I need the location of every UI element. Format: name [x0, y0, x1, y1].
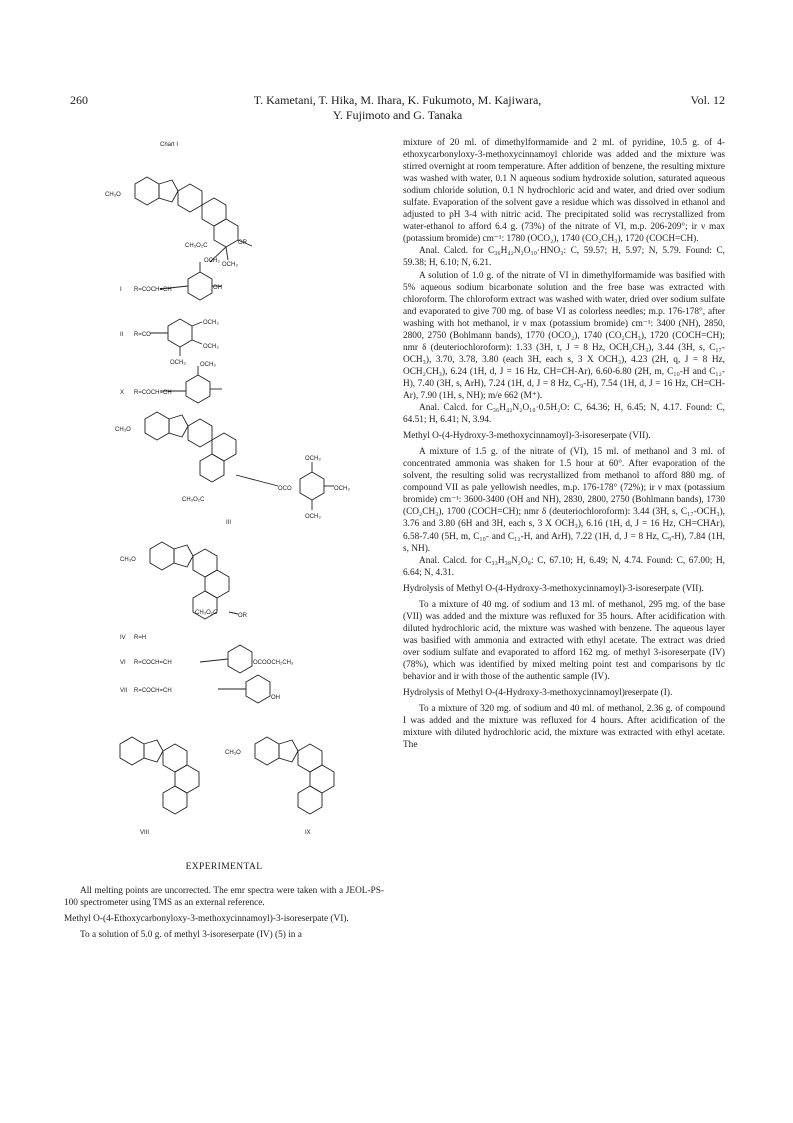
label-ch3o-mid: CH₃O	[120, 557, 136, 563]
paragraph-vi-base: A solution of 1.0 g. of the nitrate of VI in dimethylformamide was basified with 5% aqueous sodium bicarbonate solution and the free base was extracted with chloroform. The chloroform extract was washed with water, dried over sodium sulfate and evaporated to give 700 mg. of base VI as colorless needles; m.p. 176-178°, after washing with hot methanol, ir ν max (potassium bromide) cm⁻¹: 3400 (NH), 2850, 2800, 2750 (Bohlmann bands), 1770 (OCO₂), 1740 (CO₂CH₃), 1720 (COCH=CH); nmr δ (deuteriochloroform): 1.33 (3H, t, J = 8 Hz, OCH₂CH₃), 3.44 (3H, s, C₁₇-OCH₃), 3.70, 3.78, 3.80 (each 3H, each s, 3 X OCH₃), 4.23 (2H, q, J = 8 Hz, OCH₂CH₃), 6.24 (1H, d, J = 16 Hz, CH=CH-Ar), 6.60-6.80 (2H, m, C₁₀-H and C₁₂-H), 7.40 (3H, s, ArH), 7.24 (1H, d, J = 8 Hz, C₉-H), 7.54 (1H, d, J = 16 Hz, CH=CH-Ar), 7.90 (1H, s, NH); m/e 662 (M⁺).	[403, 270, 725, 401]
structure-top-ring-a	[135, 177, 159, 205]
structure-mid-ring-b	[174, 545, 193, 567]
label-iii-och3-a: OCH₃	[305, 456, 321, 462]
label-ii-och3-a: OCH₃	[203, 320, 219, 326]
paragraph-hydrolysis-i: To a mixture of 320 mg. of sodium and 40 ml. of methanol, 2.36 g. of compound I was added and the mixture was refluxed for 4 hours. After acidification of the mixture with diluted hydrochloric acid, the mixture was extracted with ethyl acetate. The	[403, 704, 725, 751]
label-ii: II	[120, 332, 124, 338]
structure-iii-ring-c	[188, 419, 212, 447]
structure-ix-ring-c	[298, 744, 322, 772]
paragraph-vi-procedure: mixture of 20 ml. of dimethylformamide and 2 ml. of pyridine, 10.5 g. of 4-ethoxycarbonyloxy-3-methoxycinnamoyl chloride was added and the mixture was stirred overnight at room temperature. After addition of benzene, the resulting mixture was washed with water, 0.1 N aqueous sodium hydroxide solution, saturated aqueous sodium chloride solution, 0.1 N hydrochloric acid and water, and dried over sodium sulfate. Evaporation of the solvent gave a residue which was dissolved in ethanol and adjusted to pH 3-4 with nitric acid. The precipitated solid was recrystallized from water-ethanol to afford 6.4 g. (73%) of the nitrate of VI, m.p. 206-209°; ir ν max (potassium bromide) cm⁻¹: 1780 (OCO₂), 1740 (CO₂CH₃), 1720 (COCH=CH).	[403, 138, 725, 245]
structure-vi-benzene	[228, 645, 252, 673]
label-ch3o-ix: CH₃O	[225, 750, 241, 756]
structure-top-ring-c	[178, 184, 202, 212]
label-vi: VI	[120, 660, 126, 666]
volume-label: Vol. 12	[690, 93, 725, 107]
paragraph-vi-base-analysis: Anal. Calcd. for C₃₆H₄₂N₂O₁₀·0.5H₂O: C, 64.36; H, 6.45; N, 4.17. Found: C, 64.51; H, 6.41; N, 3.94.	[403, 403, 725, 426]
structure-viii-ring-b	[144, 740, 163, 762]
label-viii: VIII	[140, 830, 150, 836]
subheading-hydrolysis-vii: Hydrolysis of Methyl O-(4-Hydroxy-3-methoxycinnamoyl)-3-isoreserpate (VII).	[403, 583, 704, 594]
label-ii-r: R=CO	[134, 332, 151, 338]
label-ch3o2c-iii: CH₃O₂C	[182, 497, 205, 503]
structure-i-benzene	[188, 272, 212, 300]
structure-mid-ring-a	[150, 542, 174, 570]
label-vii-r: R=COCH=CH	[134, 688, 172, 694]
label-ch3o2c-top: CH₃O₂C	[185, 243, 208, 249]
structure-ix-ring-a	[255, 737, 279, 765]
label-i-r: R=COCH=CH	[134, 287, 172, 293]
structure-viii-ring-a	[120, 737, 144, 765]
subheading-compound-vi: Methyl O-(4-Ethoxycarbonyloxy-3-methoxycinnamoyl)-3-isoreserpate (VI).	[64, 914, 349, 925]
label-i-oh: OH	[213, 285, 222, 291]
label-vi-r: R=COCH=CH	[134, 660, 172, 666]
page-number: 260	[70, 93, 88, 107]
structure-iii-benzene	[300, 472, 324, 500]
label-ii-och3-b: OCH₃	[203, 344, 219, 350]
label-och3-top: OCH₃	[222, 262, 238, 268]
structure-top-ring-e	[214, 219, 238, 247]
structure-ix-ring-e	[298, 786, 322, 814]
subheading-compound-vii: Methyl O-(4-Hydroxy-3-methoxycinnamoyl)-3-isoreserpate (VII).	[403, 431, 651, 442]
paragraph-general-methods: All melting points are uncorrected. The emr spectra were taken with a JEOL-PS-100 spectrometer using TMS as an external reference.	[64, 886, 384, 909]
label-iii-och3-b: OCH₃	[334, 486, 350, 492]
chart-title: Chart I	[160, 142, 179, 148]
label-x: X	[120, 390, 125, 396]
authors-line-1: T. Kametani, T. Hika, M. Ihara, K. Fukumoto, M. Kajiwara,	[253, 93, 542, 107]
structure-top-ring-d	[202, 198, 226, 226]
label-or-top: OR	[238, 240, 247, 246]
label-ix: IX	[305, 830, 311, 836]
label-x-r: R=COCH=CH	[134, 390, 172, 396]
label-or-mid: OR	[238, 613, 247, 619]
label-ch3o-top: CH₃O	[105, 192, 121, 198]
label-vii-oh: OH	[271, 695, 280, 701]
paragraph-vii-procedure: A mixture of 1.5 g. of the nitrate of (VI), 15 ml. of methanol and 3 ml. of concentrated ammonia was shaken for 1.5 hour at 60°. After evaporation of the solvent, the resulting solid was recrystallized from methanol to afford 880 mg. of compound VII as pale yellowish needles, m.p. 176-178° (72%); ir ν max (potassium bromide) cm⁻¹: 3600-3400 (OH and NH), 2830, 2800, 2750 (Bohlmann bands), 1730 (CO₂CH₃), 1700 (COCH=CH); nmr δ (deuteriochloroform): 3.44 (3H, s, C₁₇-OCH₃), 3.76 and 3.80 (6H and 3H, each s, 3 X OCH₃), 6.16 (1H, d, J = 16 Hz, CH=CHAr), 6.58-7.40 (5H, m, C₁₀- and C₁₂-H, and ArH), 7.22 (1H, d, J = 8 Hz, C₉-H), 7.84 (1H, s, NH).	[403, 447, 725, 554]
label-i-och3: OCH₃	[204, 258, 220, 264]
label-vii: VII	[120, 688, 128, 694]
structure-vii-benzene	[246, 675, 270, 703]
structure-top-ring-b	[159, 180, 178, 202]
structure-ix-ring-b	[279, 740, 298, 762]
structure-x-benzene	[186, 375, 210, 403]
label-ii-och3-c: OCH₃	[170, 360, 186, 366]
label-iv: IV	[120, 635, 126, 641]
structure-viii-ring-d	[175, 765, 199, 793]
structure-mid-ring-c	[193, 549, 217, 577]
label-ch3o-iii: CH₃O	[115, 427, 131, 433]
paragraph-vi-start: To a solution of 5.0 g. of methyl 3-isoreserpate (IV) (5) in a	[80, 930, 302, 941]
structure-iii-ring-d	[212, 433, 236, 461]
paragraph-vi-analysis: Anal. Calcd. for C₃₆H₄₂N₂O₁₀·HNO₃: C, 59.57; H, 5.97; N, 5.79. Found: C, 59.38; H, 6.10; N, 6.21.	[403, 246, 725, 269]
label-iv-r: R=H	[134, 635, 147, 641]
structure-ix-ring-d	[310, 765, 334, 793]
paragraph-hydrolysis-vii: To a mixture of 40 mg. of sodium and 13 ml. of methanol, 295 mg. of the base (VII) was added and the mixture was refluxed for 35 hours. After acidification with diluted hydrochloric acid, the mixture was washed with benzene. The aqueous layer was basified with ammonia and extracted with ethyl acetate. The extract was dried over sodium sulfate and evaporated to afford 162 mg. of methyl 3-isoreserpate (IV) (78%), which was identified by mixed melting point test and comparisons by tlc behavior and ir with those of the authentic sample (IV).	[403, 599, 725, 683]
left-column	[64, 855, 384, 941]
authors-line-2: Y. Fujimoto and G. Tanaka	[332, 108, 463, 122]
structure-viii-ring-e	[163, 786, 187, 814]
label-i: I	[120, 287, 122, 293]
label-x-och3: OCH₃	[200, 362, 216, 368]
label-ch3o2c-mid: CH₃O₂C	[195, 610, 218, 616]
paragraph-vii-analysis: Anal. Calcd. for C₃₃H₃₈N₂O₈: C, 67.10; H, 6.49; N, 4.74. Found: C, 67.00; H, 6.64; N, 4.31.	[403, 555, 725, 578]
author-list	[190, 93, 605, 123]
structure-iii-ring-a	[145, 412, 169, 440]
section-heading-experimental: EXPERIMENTAL	[185, 862, 263, 872]
structure-ii-benzene	[168, 319, 192, 347]
label-iii: III	[226, 520, 232, 526]
label-oco-iii: OCO	[278, 486, 292, 492]
subheading-hydrolysis-i: Hydrolysis of Methyl O-(4-Hydroxy-3-methoxycinnamoyl)reserpate (I).	[403, 688, 673, 699]
right-column	[403, 137, 725, 751]
structure-mid-ring-d	[205, 570, 229, 598]
label-vi-sub: OCOOCH₂CH₃	[253, 660, 294, 666]
label-iii-och3-c: OCH₃	[305, 514, 321, 520]
structure-viii-ring-c	[163, 744, 187, 772]
structure-iii-ring-b	[169, 415, 188, 437]
chart-i-structures	[100, 134, 395, 854]
structure-iii-ring-e	[200, 454, 224, 482]
